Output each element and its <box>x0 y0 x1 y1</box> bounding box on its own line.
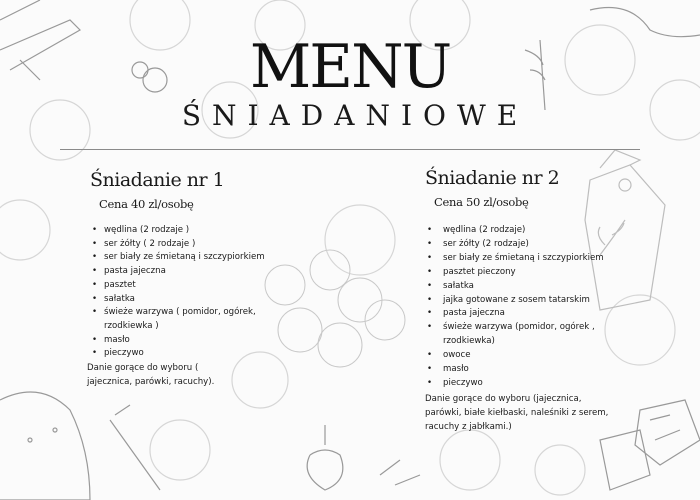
menu-heading: Śniadanie nr 2 <box>425 167 560 189</box>
menu-item-list <box>90 224 320 361</box>
menu-subtitle: ŚNIADANIOWE <box>181 99 529 132</box>
list-item: • sałatka <box>90 293 320 307</box>
list-item: • masło <box>425 363 655 377</box>
list-item: • pasta jajeczna <box>425 307 655 321</box>
menu-price: Cena 50 zl/osobę <box>434 195 529 209</box>
divider <box>60 149 640 150</box>
list-item: • sałatka <box>425 280 655 294</box>
breakfast-menu-1 <box>87 168 320 390</box>
list-item: • owoce <box>425 349 655 363</box>
list-item: • ser biały ze śmietaną i szczypiorkiem <box>90 251 320 265</box>
list-item: • pasztet <box>90 279 320 293</box>
list-item: • ser żółty (2 rodzaje) <box>425 238 655 252</box>
hot-dish-note: Danie gorące do wyboru (jajecznica, parówki, białe kiełbaski, naleśniki z serem, racuchy z jabłkami.) <box>425 393 609 433</box>
list-item: • pieczywo <box>90 347 320 361</box>
menu-title: MENU <box>249 32 451 102</box>
list-item: • świeże warzywa (pomidor, ogórek , rzodkiewka) <box>425 321 613 349</box>
menu-heading: Śniadanie nr 1 <box>90 169 225 191</box>
list-item: • pasztet pieczony <box>425 266 655 280</box>
list-item: • wędlina (2 rodzaje ) <box>90 224 320 238</box>
list-item: • masło <box>90 334 320 348</box>
list-item: • jajka gotowane z sosem tatarskim <box>425 294 655 308</box>
list-item: • pasta jajeczna <box>90 265 320 279</box>
menu-price: Cena 40 zl/osobę <box>99 197 194 211</box>
breakfast-menu-2 <box>425 166 655 435</box>
list-item: • świeże warzywa ( pomidor, ogórek, rzodkiewka ) <box>90 306 269 333</box>
list-item: • wędlina (2 rodzaje) <box>425 224 655 238</box>
hot-dish-note: Danie gorące do wyboru ( jajecznica, parówki, racuchy). <box>87 363 215 388</box>
list-item: • ser biały ze śmietaną i szczypiorkiem <box>425 252 655 266</box>
list-item: • pieczywo <box>425 377 655 391</box>
menu-item-list <box>425 224 655 391</box>
list-item: • ser żółty ( 2 rodzaje ) <box>90 238 320 252</box>
